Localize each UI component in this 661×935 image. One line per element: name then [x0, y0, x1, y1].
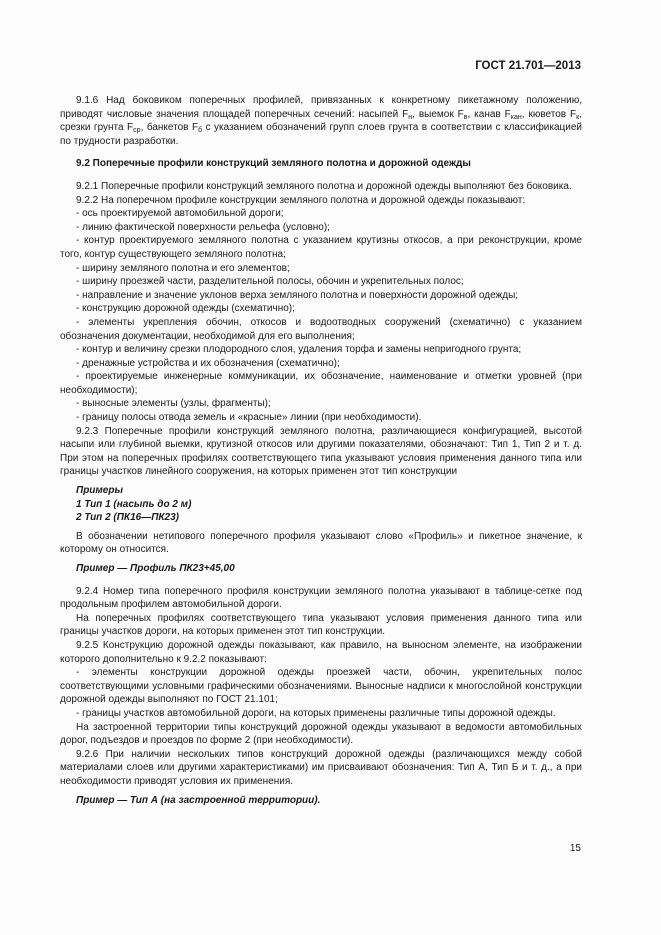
list-item: - контур проектируемого земляного полотна с указанием крутизны откосов, а при реконструкции, кроме того, контур существующего земляного полотна;: [60, 235, 582, 260]
list-item: - дренажные устройства и их обозначения (схематично);: [76, 357, 340, 369]
list-item: - конструкцию дорожной одежды (схематично);: [76, 303, 295, 315]
paragraph-9-1-6: 9.1.6 Над боковиком поперечных профилей, привязанных к конкретному пикетажному положению, приводят числовые значения площадей поперечных сечений: насыпей $F_н$, выемок $F_в$, канав $F_{кан}$, кюветов $F_к$, срезки грунта $F_{ср}$, банкетов $F_б$ с указанием обозначений групп слоев грунта в соответствии с классификацией по трудности разработки.: [60, 95, 583, 147]
list-item: - ширину проезжей части, разделительной полосы, обочин и укрепительных полос;: [76, 276, 464, 288]
paragraph-9-2-4-cont: На поперечных профилях соответствующего типа указывают условия применения данного типа или границы участков дороги, на которых применен этот тип конструкции.: [60, 612, 582, 638]
list-item: - элементы укрепления обочин, откосов и водоотводных сооружений (схематично) с указанием обозначения документации, необходимой для его выполнения;: [60, 316, 582, 342]
list-item: - направление и значение уклонов верха земляного полотна и поверхности дорожной одежды;: [76, 289, 519, 301]
page-number: 15: [569, 843, 581, 854]
paragraph-9-2-4: 9.2.4 Номер типа поперечного профиля конструкции земляного полотна указывают в таблице-сетке под продольным профилем автомобильной дороги.: [60, 585, 582, 611]
document-id-header: ГОСТ 21.701—2013: [475, 60, 581, 72]
list-item: - элементы конструкции дорожной одежды проезжей части, обочин, укрепительных полос соответствующими условными графическими обозначениями. Выносные надписи к многослойной конструкции дорожной одежды выполняют по ГОСТ 21.101;: [60, 667, 582, 706]
list-item: - границу полосы отвода земель и «красные» линии (при необходимости).: [76, 412, 422, 424]
paragraph-9-2-3: 9.2.3 Поперечные профили конструкций земляного полотна, различающиеся конфигурацией, высотой насыпи или глубиной выемки, крутизной откосов или другими показателями, обозначают: Тип 1, Тип 2 и т. д. При этом на поперечных профилях соответствующего типа указывают условия применения данного типа или границы участков линейного сооружения, на которых применен этот тип конструкции: [60, 425, 582, 478]
paragraph-9-2-2: 9.2.2 На поперечном профиле конструкции земляного полотна и дорожной одежды показывают:: [76, 194, 526, 206]
paragraph-9-2-6: 9.2.6 При наличии нескольких типов конструкций дорожной одежды (различающихся между собой материалами слоев или другими характеристиками) им присваивают обозначения: Тип А, Тип Б и т. д., а при необходимости приводят условия их применения.: [60, 748, 582, 787]
list-item: - выносные элементы (узлы, фрагменты);: [76, 398, 271, 410]
list-item: - ось проектируемой автомобильной дороги;: [76, 208, 284, 220]
paragraph-9-2-5-cont: На застроенной территории типы конструкций дорожной одежды указывают в ведомости автомобильных дорог, подъездов и проездов по форме 2 (при необходимости).: [60, 721, 582, 747]
list-item: - ширину земляного полотна и его элементов;: [76, 262, 290, 274]
example-type-a: Пример — Тип А (на застроенной территории).: [76, 794, 321, 806]
list-item: - контур и величину срезки плодородного слоя, удаления торфа и замены непригодного грунта;: [76, 344, 522, 356]
example-item: 1 Тип 1 (насыпь до 2 м): [76, 498, 192, 510]
paragraph-nontype-profile: В обозначении нетипового поперечного профиля указывают слово «Профиль» и пикетное значение, к которому он относится.: [60, 530, 582, 556]
document-body: [60, 94, 582, 807]
list-item: - границы участков автомобильной дороги, на которых применены различные типы дорожной одежды.: [76, 707, 556, 719]
section-title-9-2: 9.2 Поперечные профили конструкций земляного полотна и дорожной одежды: [76, 158, 471, 170]
paragraph-9-2-1: 9.2.1 Поперечные профили конструкций земляного полотна и дорожной одежды выполняют без боковика.: [76, 180, 572, 192]
example-item: 2 Тип 2 (ПК16—ПК23): [76, 512, 179, 524]
paragraph-9-2-5: 9.2.5 Конструкцию дорожной одежды показывают, как правило, на выносном элементе, на изображении которого дополнительно к 9.2.2 показывают:: [60, 639, 582, 665]
examples-title: Примеры: [76, 485, 124, 497]
example-profile: Пример — Профиль ПК23+45,00: [76, 563, 235, 574]
list-item: - проектируемые инженерные коммуникации, их обозначение, наименование и отметки уровней (при необходимости);: [60, 371, 582, 396]
list-item: - линию фактической поверхности рельефа (условно);: [76, 221, 330, 233]
